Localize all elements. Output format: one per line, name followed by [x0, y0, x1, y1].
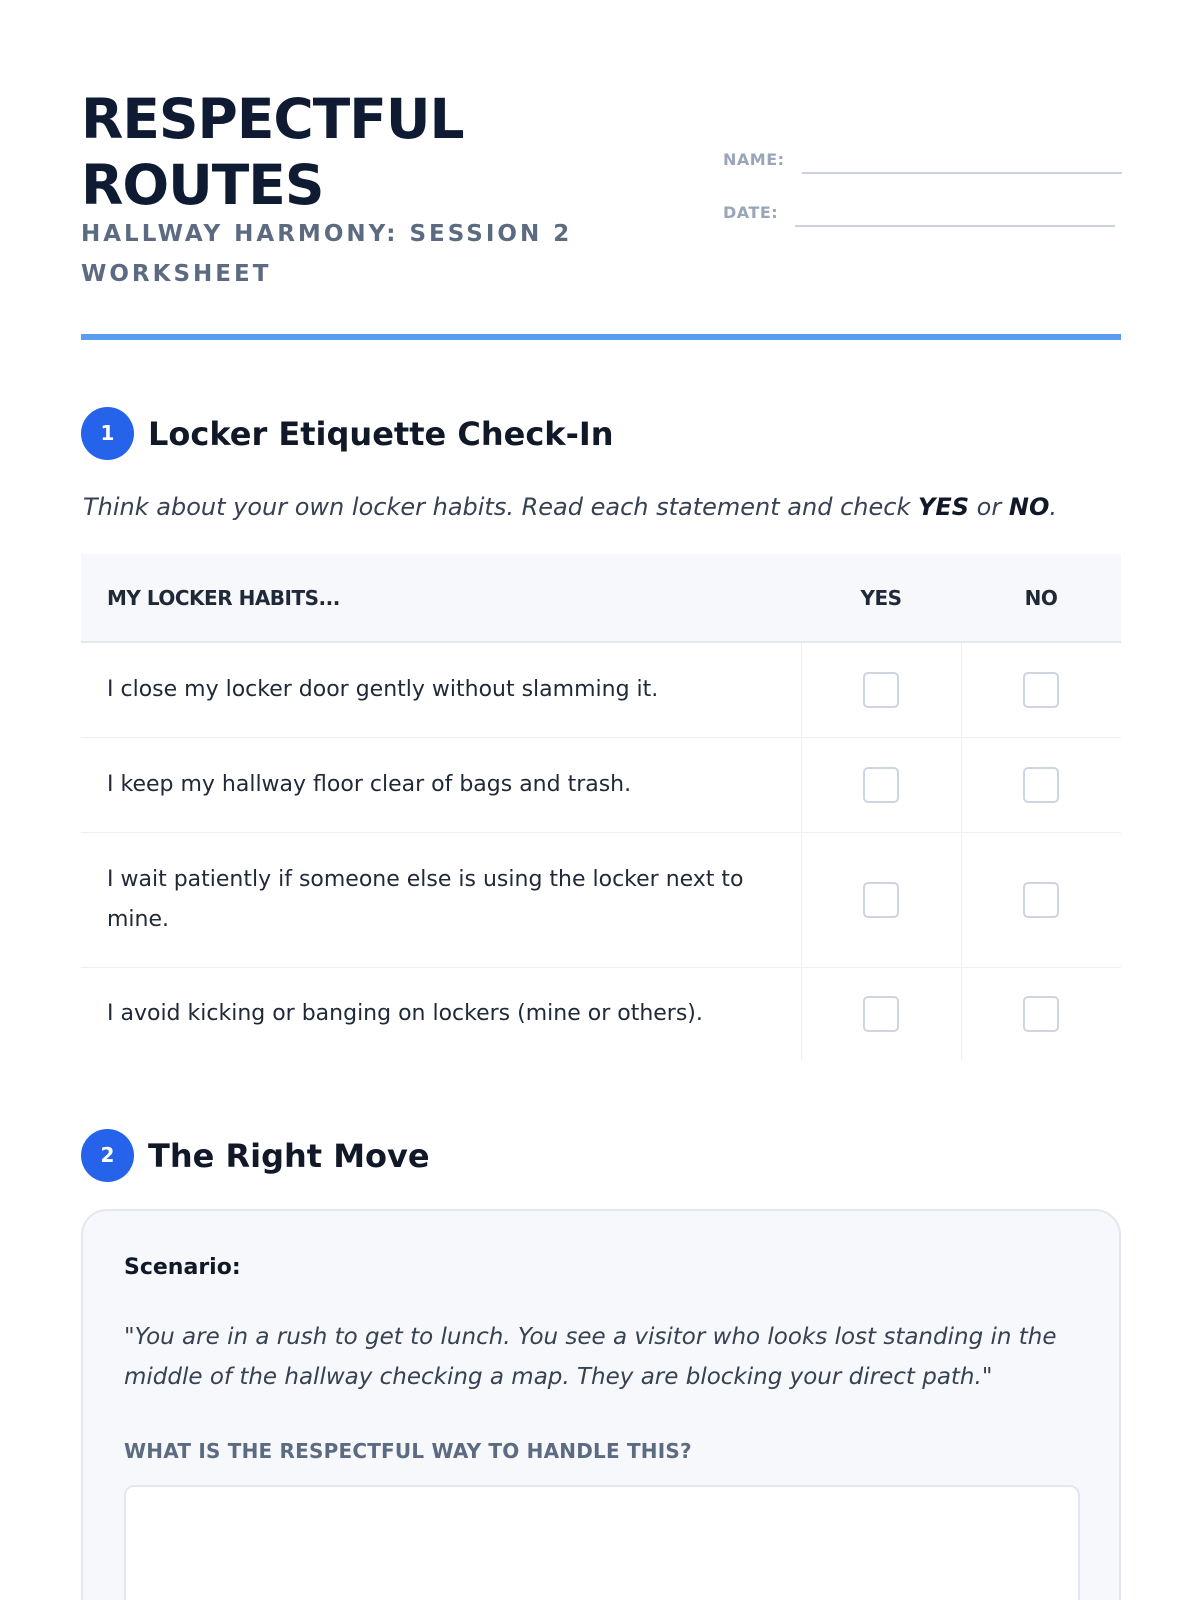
section-1-title: Locker Etiquette Check-In	[148, 415, 614, 453]
section-2-title: The Right Move	[148, 1137, 430, 1175]
worksheet-subtitle: HALLWAY HARMONY: SESSION 2 WORKSHEET	[81, 221, 573, 287]
section-1-number: 1	[81, 407, 134, 460]
habit-statement: I keep my hallway floor clear of bags and trash.	[81, 737, 801, 832]
table-row	[81, 967, 1121, 1060]
scenario-text: "You are in a rush to get to lunch. You see a visitor who looks lost standing in the middle of the hallway checking a map. They are blocking your direct path."	[124, 1324, 1057, 1390]
instructions-prefix: Think about your own locker habits. Read each statement and check	[83, 493, 918, 521]
table-row	[81, 642, 1121, 737]
scenario-card	[81, 1209, 1121, 1600]
name-line[interactable]	[802, 172, 1122, 174]
scenario-label: Scenario:	[124, 1255, 241, 1280]
instructions-yes: YES	[917, 493, 970, 521]
student-info	[723, 146, 1123, 252]
instructions-no: NO	[1008, 493, 1050, 521]
habit-statement: I close my locker door gently without slamming it.	[81, 642, 801, 737]
table-header-row	[81, 554, 1121, 642]
locker-habits-table	[81, 554, 1121, 1060]
instructions-middle: or	[969, 493, 1009, 521]
table-row	[81, 737, 1121, 832]
no-checkbox[interactable]	[1023, 672, 1059, 708]
date-label: DATE:	[723, 203, 779, 222]
table-row	[81, 832, 1121, 967]
no-cell	[961, 967, 1121, 1060]
yes-checkbox[interactable]	[863, 672, 899, 708]
header-habits: MY LOCKER HABITS...	[81, 554, 801, 642]
date-row	[723, 199, 1123, 252]
instructions-suffix: .	[1049, 493, 1057, 521]
habit-statement: I wait patiently if someone else is using the locker next to mine.	[81, 832, 801, 967]
no-cell	[961, 737, 1121, 832]
worksheet-page	[81, 0, 1121, 1600]
header-no: NO	[961, 554, 1121, 642]
yes-cell	[801, 737, 961, 832]
worksheet-header	[81, 80, 1121, 340]
section-2-number: 2	[81, 1129, 134, 1182]
yes-checkbox[interactable]	[863, 996, 899, 1032]
section-2-heading	[81, 1129, 1121, 1183]
date-line[interactable]	[795, 225, 1115, 227]
answer-textarea[interactable]	[124, 1485, 1080, 1600]
yes-cell	[801, 642, 961, 737]
no-cell	[961, 642, 1121, 737]
section-1-heading	[81, 407, 1121, 461]
header-yes: YES	[801, 554, 961, 642]
yes-checkbox[interactable]	[863, 767, 899, 803]
worksheet-title: RESPECTFUL ROUTES	[81, 87, 464, 217]
no-cell	[961, 832, 1121, 967]
no-checkbox[interactable]	[1023, 882, 1059, 918]
scenario-question: WHAT IS THE RESPECTFUL WAY TO HANDLE THIS?	[124, 1439, 692, 1463]
yes-checkbox[interactable]	[863, 882, 899, 918]
name-row	[723, 146, 1123, 199]
yes-cell	[801, 832, 961, 967]
section-1-instructions	[83, 488, 1123, 526]
header-divider	[81, 334, 1121, 340]
no-checkbox[interactable]	[1023, 996, 1059, 1032]
no-checkbox[interactable]	[1023, 767, 1059, 803]
name-label: NAME:	[723, 150, 785, 169]
habit-statement: I avoid kicking or banging on lockers (mine or others).	[107, 1000, 703, 1026]
yes-cell	[801, 967, 961, 1060]
